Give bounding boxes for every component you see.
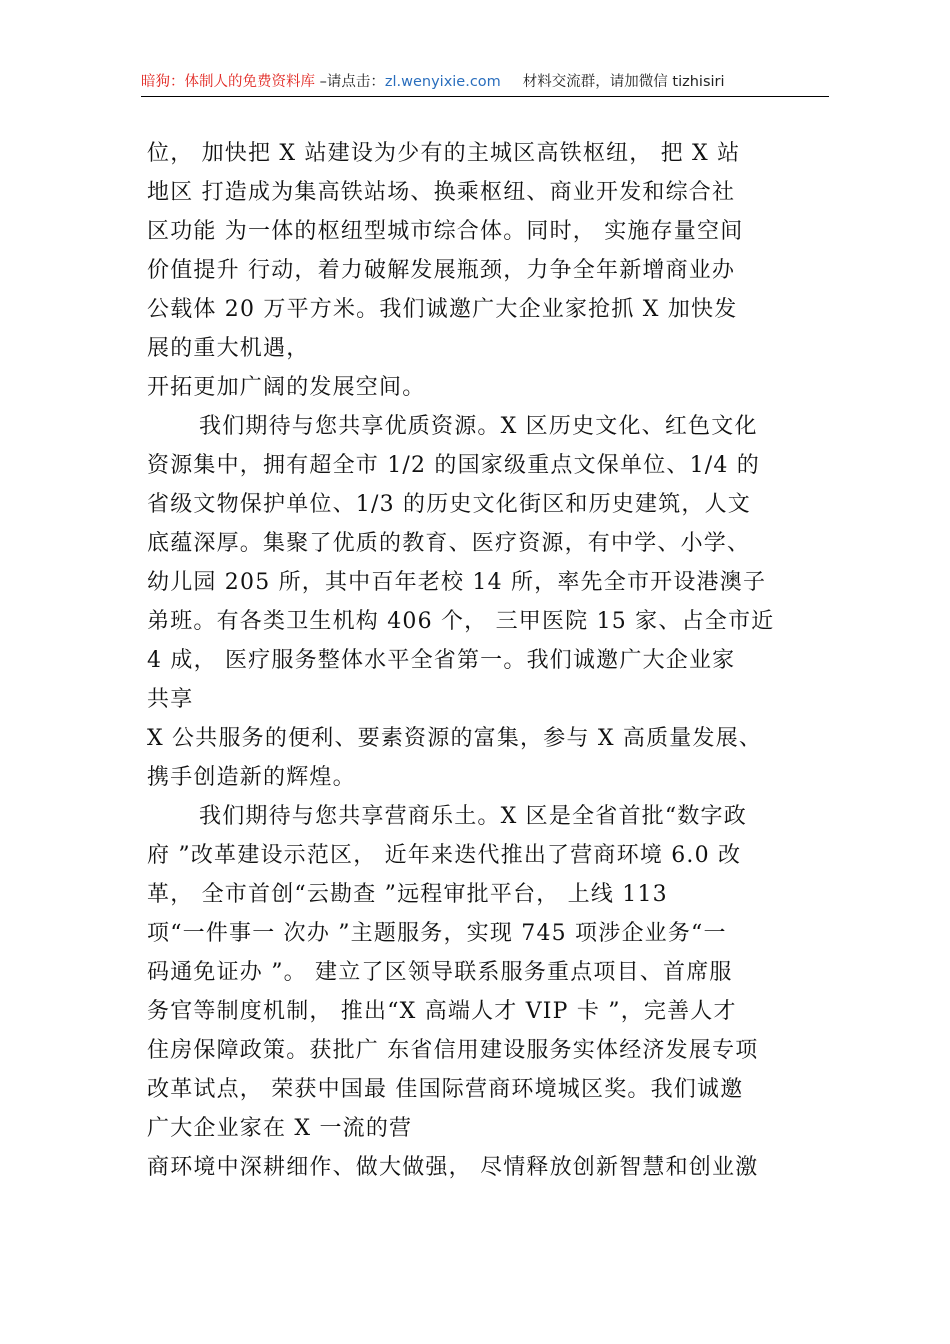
text-line: 府 ”改革建设示范区， 近年来迭代推出了营商环境 6.0 改: [147, 843, 742, 868]
text-line: 底蕴深厚。集聚了优质的教育、医疗资源，有中学、小学、: [147, 531, 751, 556]
text-line: 共享: [147, 687, 194, 712]
text-line: 码通免证办 ”。 建立了区领导联系服务重点项目、首席服: [147, 960, 733, 985]
text-line: 项“一件事一 次办 ”主题服务，实现 745 项涉企业务“一: [147, 921, 727, 946]
text-line: 展的重大机遇，: [147, 336, 310, 361]
text-line: 携手创造新的辉煌。: [147, 765, 356, 790]
text-line: 幼儿园 205 所，其中百年老校 14 所，率先全市开设港澳子: [147, 570, 767, 595]
text-line: X 公共服务的便利、要素资源的富集，参与 X 高质量发展、: [147, 726, 763, 751]
text-line: 商环境中深耕细作、做大做强， 尽情释放创新智慧和创业激: [147, 1155, 759, 1180]
text-line: 位， 加快把 X 站建设为少有的主城区高铁枢纽， 把 X 站: [147, 141, 741, 166]
text-line: 务官等制度机制， 推出“X 高端人才 VIP 卡 ”，完善人才: [147, 999, 737, 1024]
text-line: 广大企业家在 X 一流的营: [147, 1116, 413, 1141]
paragraph-start-line: 我们期待与您共享营商乐土。X 区是全省首批“数字政: [199, 804, 747, 829]
document-body: [147, 134, 827, 1187]
paragraph-start-line: 我们期待与您共享优质资源。X 区历史文化、红色文化: [199, 414, 758, 439]
text-line: 资源集中，拥有超全市 1/2 的国家级重点文保单位、1/4 的: [147, 453, 760, 478]
text-line: 价值提升 行动，着力破解发展瓶颈，力争全年新增商业办: [147, 258, 736, 283]
text-line: 地区 打造成为集高铁站场、换乘枢纽、商业开发和综合社: [147, 180, 736, 205]
text-line: 4 成， 医疗服务整体水平全省第一。我们诚邀广大企业家: [147, 648, 736, 673]
text-line: 开拓更加广阔的发展空间。: [147, 375, 426, 400]
header-link[interactable]: zl.wenyixie.com: [384, 74, 501, 90]
header-promo-title: 暗狗：体制人的免费资料库: [141, 74, 315, 90]
header-wechat-note: 材料交流群，请加微信 tizhisiri: [522, 74, 725, 90]
text-line: 区功能 为一体的枢纽型城市综合体。同时， 实施存量空间: [147, 219, 744, 244]
text-line: 省级文物保护单位、1/3 的历史文化街区和历史建筑，人文: [147, 492, 752, 517]
text-line: 弟班。有各类卫生机构 406 个， 三甲医院 15 家、占全市近: [147, 609, 775, 634]
page-header: [141, 70, 829, 97]
header-click-prompt: –请点击：: [315, 74, 385, 90]
text-line: 革， 全市首创“云勘查 ”远程审批平台， 上线 113: [147, 882, 668, 907]
text-line: 改革试点， 荣获中国最 佳国际营商环境城区奖。我们诚邀: [147, 1077, 744, 1102]
text-line: 住房保障政策。获批广 东省信用建设服务实体经济发展专项: [147, 1038, 759, 1063]
text-line: 公载体 20 万平方米。我们诚邀广大企业家抢抓 X 加快发: [147, 297, 738, 322]
